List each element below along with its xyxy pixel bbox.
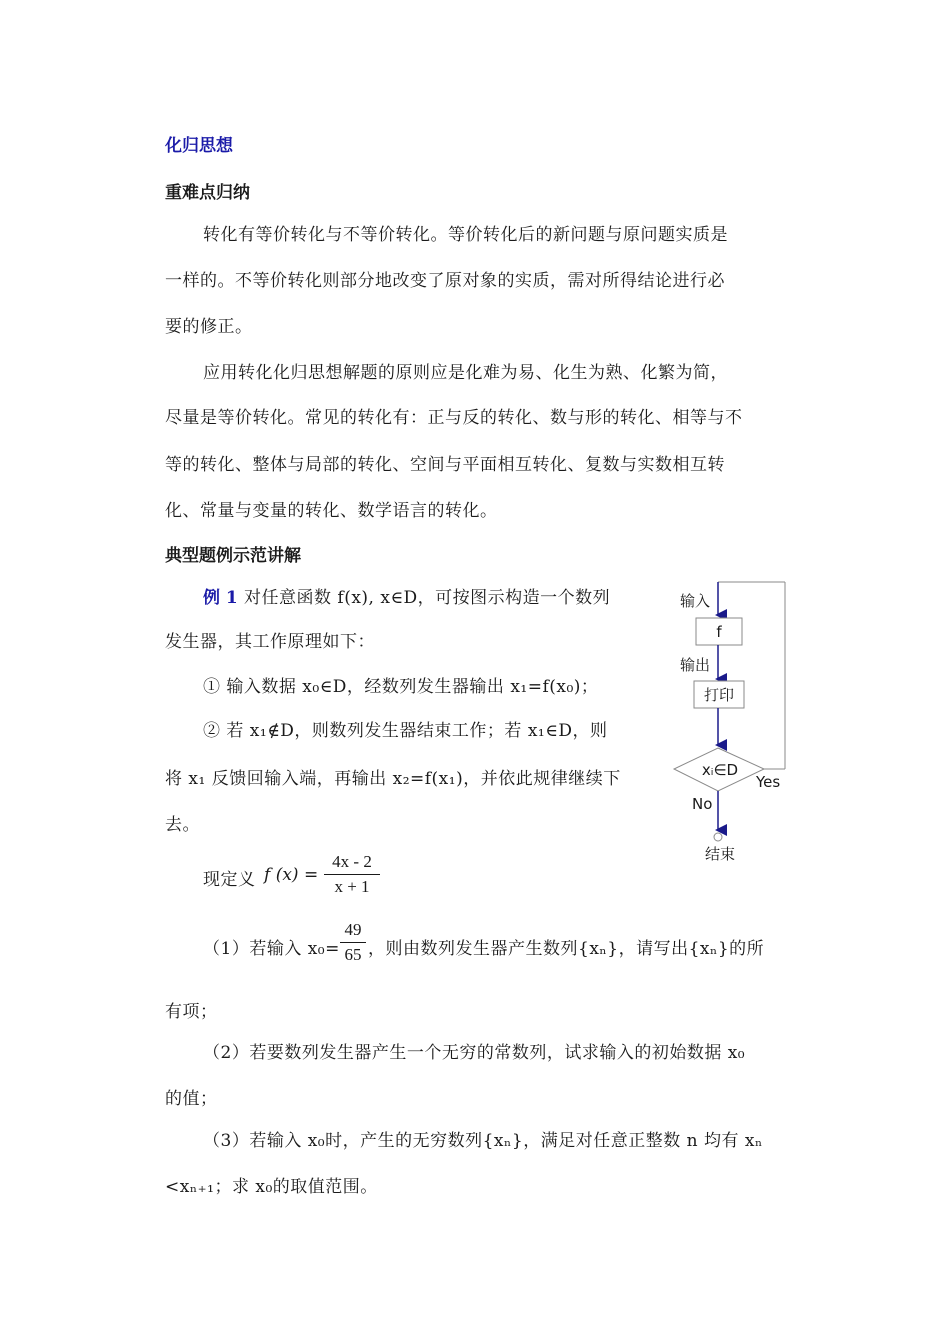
- flow-yes-label: Yes: [756, 773, 781, 791]
- definition-lhs: f (x) =: [264, 865, 319, 885]
- q1-suffix: ，则由数列发生器产生数列{xₙ}，请写出{xₙ}的所: [368, 939, 765, 959]
- example-line2: 发生器，其工作原理如下：: [165, 632, 375, 652]
- q1-prefix: （1）若输入 x₀=: [203, 939, 340, 959]
- fraction-bar: [324, 874, 380, 875]
- flow-output-label: 输出: [680, 656, 711, 674]
- heading-examples: 典型题例示范讲解: [165, 546, 301, 566]
- definition-fraction: [324, 852, 380, 897]
- flow-end-node: [714, 833, 722, 841]
- rule-2-line2: 将 x₁ 反馈回输入端，再输出 x₂=f(x₁)，并依此规律继续下: [165, 769, 621, 789]
- para2-line3: 等的转化、整体与局部的转化、空间与平面相互转化、复数与实数相互转: [165, 455, 725, 475]
- q1-denominator: 65: [344, 945, 362, 964]
- para2-line2: 尽量是等价转化。常见的转化有：正与反的转化、数与形的转化、相等与不: [165, 408, 743, 428]
- q2-line2: 的值；: [165, 1089, 218, 1109]
- definition-denominator: x + 1: [334, 877, 370, 896]
- q1-numerator: 49: [344, 920, 362, 939]
- q3-line1: （3）若输入 x₀时，产生的无穷数列{xₙ}，满足对任意正整数 n 均有 xₙ: [203, 1131, 763, 1151]
- rule-1: ① 输入数据 x₀∈D，经数列发生器输出 x₁=f(x₀)；: [203, 677, 599, 697]
- heading-key-points: 重难点归纳: [165, 183, 250, 203]
- definition-numerator: 4x - 2: [332, 852, 372, 871]
- para2-line1: 应用转化化归思想解题的原则应是化难为易、化生为熟、化繁为简，: [203, 363, 728, 383]
- flow-box-print-label: 打印: [703, 686, 735, 704]
- q1-fraction: [340, 920, 366, 965]
- flow-no-label: No: [692, 795, 713, 813]
- flowchart: [670, 575, 800, 875]
- para1-line3: 要的修正。: [165, 317, 253, 337]
- q1-line2: 有项；: [165, 1002, 218, 1022]
- rule-2-line1: ② 若 x₁∉D，则数列发生器结束工作；若 x₁∈D，则: [203, 721, 608, 741]
- fraction-bar: [340, 942, 366, 943]
- definition-prefix: 现定义: [203, 870, 256, 890]
- flow-input-label: 输入: [680, 592, 711, 610]
- example-label: 例 1: [203, 588, 238, 608]
- q2-line1: （2）若要数列发生器产生一个无穷的常数列，试求输入的初始数据 x₀: [203, 1043, 746, 1063]
- para1-line1: 转化有等价转化与不等价转化。等价转化后的新问题与原问题实质是: [203, 225, 728, 245]
- flow-box-f-label: f: [716, 623, 722, 641]
- rule-2-line3: 去。: [165, 815, 200, 835]
- flow-decision-label: xᵢ∈D: [701, 761, 739, 779]
- flow-end-label: 结束: [704, 845, 736, 863]
- para2-line4: 化、常量与变量的转化、数学语言的转化。: [165, 501, 498, 521]
- example-line1: 对任意函数 f(x), x∈D，可按图示构造一个数列: [244, 588, 611, 608]
- para1-line2: 一样的。不等价转化则部分地改变了原对象的实质，需对所得结论进行必: [165, 271, 725, 291]
- q3-line2: <xₙ₊₁；求 x₀的取值范围。: [165, 1177, 378, 1197]
- section-title: 化归思想: [165, 136, 233, 156]
